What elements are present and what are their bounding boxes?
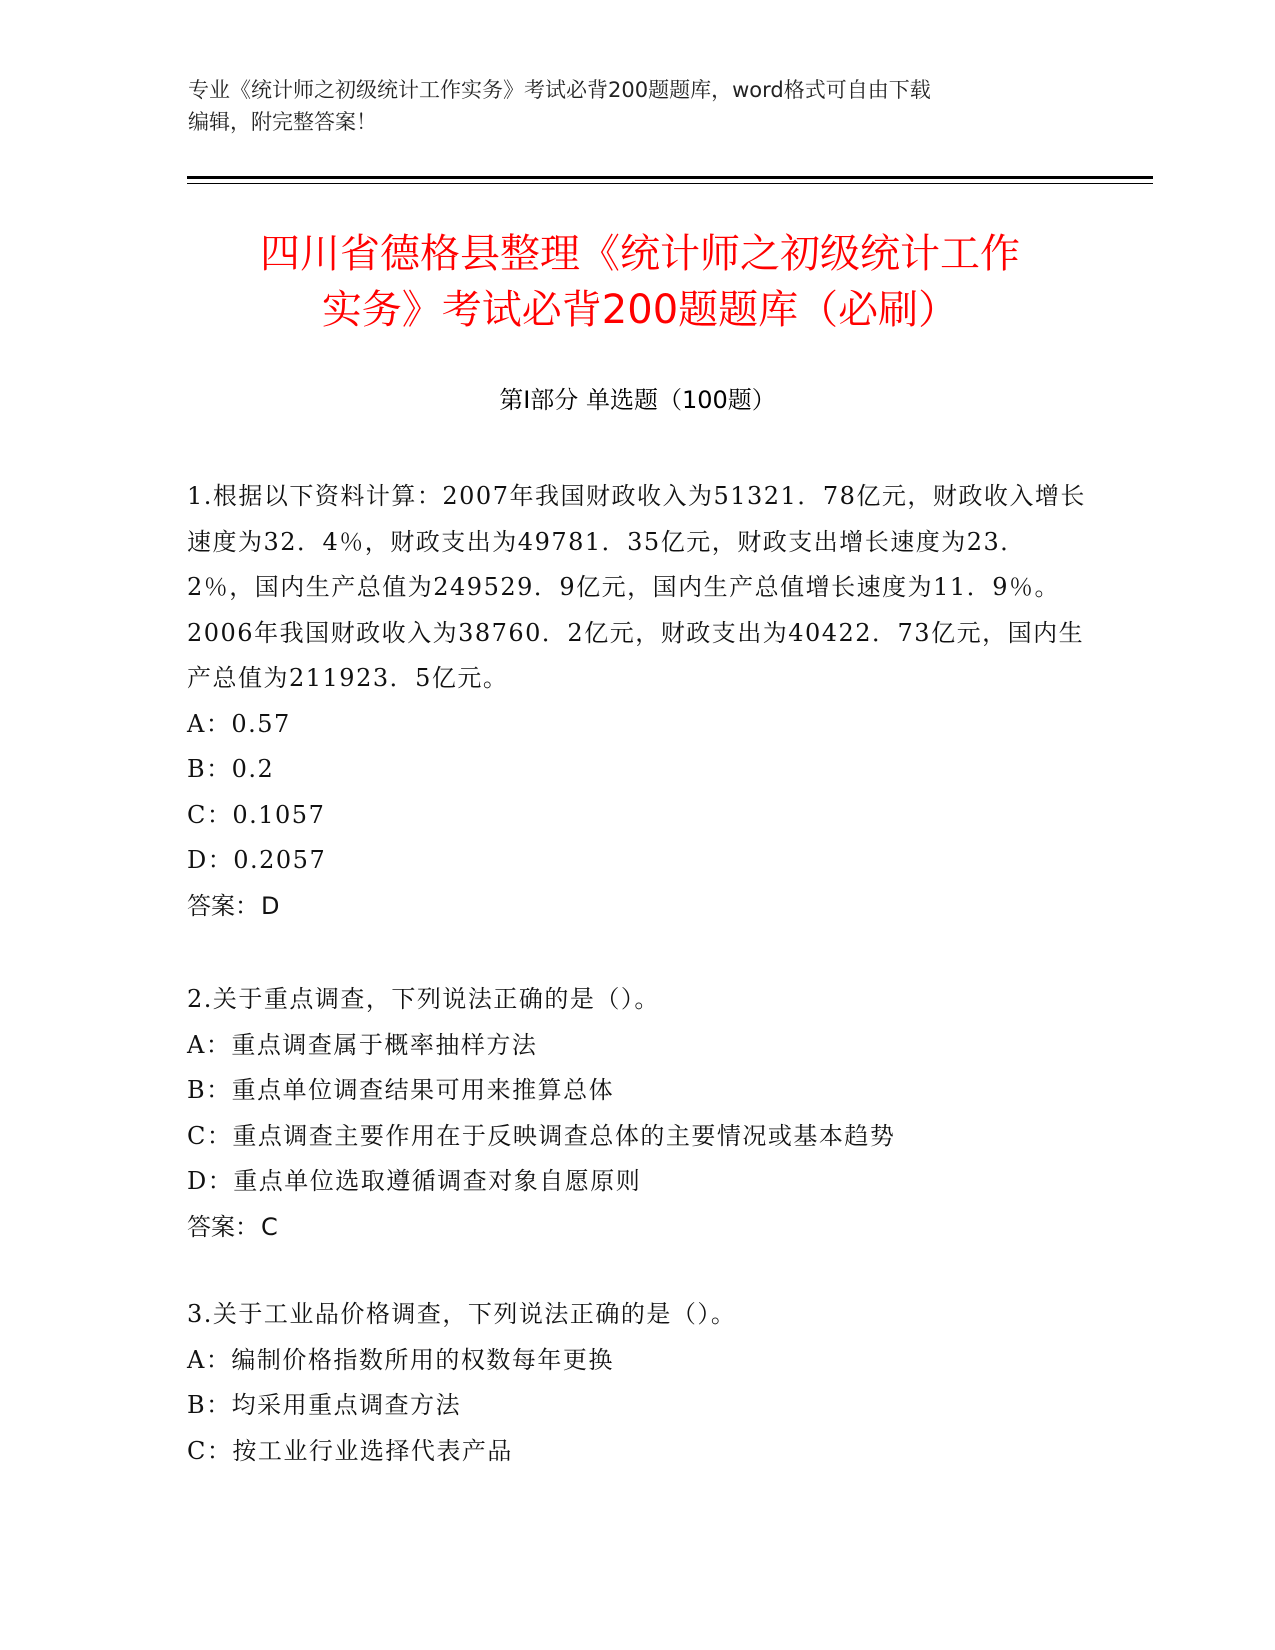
answer-line (187, 1205, 1087, 1251)
header-divider-thick (187, 176, 1153, 179)
answer-label: 答案： (187, 1212, 259, 1241)
option-c: C：按工业行业选择代表产品 (187, 1436, 513, 1465)
option-b: B：重点单位调查结果可用来推算总体 (187, 1076, 615, 1104)
document-title-line-2: 实务》考试必背200题题库（必刷） (321, 287, 959, 333)
option-a: A：0.57 (187, 709, 291, 738)
answer-value: D (261, 891, 280, 920)
option-a: A：编制价格指数所用的权数每年更换 (187, 1345, 614, 1374)
answer-line (187, 884, 1087, 930)
question-stem: 3.关于工业品价格调查，下列说法正确的是（）。 (187, 1300, 737, 1328)
option-d: D：0.2057 (187, 846, 327, 874)
question-stem: 2.关于重点调查，下列说法正确的是（）。 (187, 985, 660, 1013)
header-note-line-1: 专业《统计师之初级统计工作实务》考试必背200题题库，word格式可自由下载 (188, 78, 931, 102)
option-d: D：重点单位选取遵循调查对象自愿原则 (187, 1167, 642, 1195)
question-3 (187, 1292, 1087, 1474)
question-1 (187, 474, 1087, 929)
question-stem: 1.根据以下资料计算：2007年我国财政收入为51321．78亿元，财政收入增长速度为32．4％，财政支出为49781．35亿元，财政支出增长速度为23．2％，国内生产总值为249529．9亿元，国内生产总值增长速度为11．9％。2006年我国财政收入为38760．2亿元，财政支出为40422．73亿元，国内生产总值为211923．5亿元。 (187, 482, 1086, 692)
option-b: B：均采用重点调查方法 (187, 1391, 462, 1419)
header-divider-thin (187, 183, 1153, 184)
answer-value: C (261, 1212, 278, 1241)
document-title (160, 226, 1120, 338)
document-header-note (188, 74, 1088, 138)
option-c: C：0.1057 (187, 800, 326, 829)
answer-label: 答案： (187, 891, 259, 920)
question-2 (187, 977, 1087, 1250)
header-note-line-2: 编辑，附完整答案！ (188, 110, 377, 134)
option-b: B：0.2 (187, 755, 275, 783)
option-c: C：重点调查主要作用在于反映调查总体的主要情况或基本趋势 (187, 1121, 896, 1150)
option-a: A：重点调查属于概率抽样方法 (187, 1030, 538, 1059)
document-title-line-1: 四川省德格县整理《统计师之初级统计工作 (260, 231, 1020, 277)
section-title: 第Ⅰ部分 单选题（100题） (499, 386, 776, 414)
